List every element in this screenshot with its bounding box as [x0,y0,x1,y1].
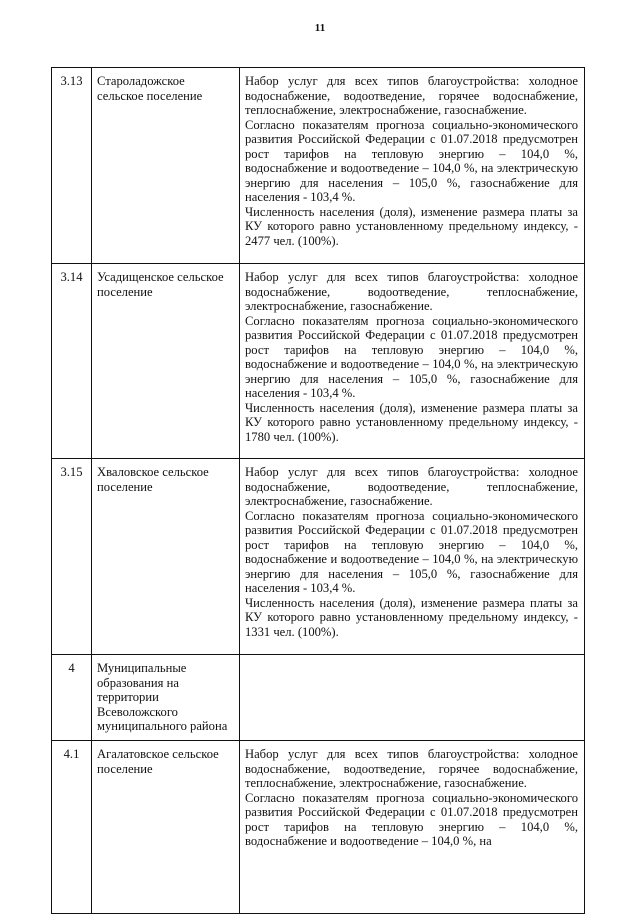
forecast-text: Согласно показателям прогноза социально-экономического развития Российской Федерации с 01.07.2018 предусмотрен рост тарифов на тепловую энергию – 104,0 %, водоснабжение и водоотведение – 104,0 %, на электрическую энергию для населения – 105,0 %, газоснабжение для населения - 103,4 %. [245,117,578,204]
population-text: Численность населения (доля), изменение размера платы за КУ которого равно установленному предельному индексу, - 2477 чел. (100%). [245,204,578,248]
forecast-text: Согласно показателям прогноза социально-экономического развития Российской Федерации с 01.07.2018 предусмотрен рост тарифов на тепловую энергию – 104,0 %, водоснабжение и водоотведение – 104,0 %, на [245,790,578,848]
municipality-name: Хваловское сельское поселение [92,459,240,655]
services-text: Набор услуг для всех типов благоустройства: холодное водоснабжение, водоотведение, теплоснабжение, электроснабжение, газоснабжение. [245,270,578,313]
population-text: Численность населения (доля), изменение размера платы за КУ которого равно установленному предельному индексу, - 1331 чел. (100%). [245,595,578,639]
page-number: 11 [314,22,326,34]
table-row [52,741,585,914]
forecast-text: Согласно показателям прогноза социально-экономического развития Российской Федерации с 01.07.2018 предусмотрен рост тарифов на тепловую энергию – 104,0 %, водоснабжение и водоотведение – 104,0 %, на электрическую энергию для населения – 105,0 %, газоснабжение для населения - 103,4 %. [245,508,578,595]
row-description [240,264,585,459]
population-text: Численность населения (доля), изменение размера платы за КУ которого равно установленному предельному индексу, - 1780 чел. (100%). [245,400,578,444]
row-number: 3.15 [52,459,92,655]
row-number: 3.14 [52,264,92,459]
tariff-table [51,67,585,914]
row-number: 4.1 [52,741,92,914]
row-description [240,459,585,655]
district-heading: Муниципальные образования на территории Всеволожского муниципального района [92,655,240,741]
table-row [52,264,585,459]
empty-cell [240,655,585,741]
row-number: 3.13 [52,68,92,264]
services-text: Набор услуг для всех типов благоустройства: холодное водоснабжение, водоотведение, горячее водоснабжение, теплоснабжение, электроснабжение, газоснабжение. [245,747,578,790]
table-row [52,68,585,264]
municipality-name: Усадищенское сельское поселение [92,264,240,459]
row-number: 4 [52,655,92,741]
row-description [240,68,585,264]
municipality-name: Агалатовское сельское поселение [92,741,240,914]
forecast-text: Согласно показателям прогноза социально-экономического развития Российской Федерации с 01.07.2018 предусмотрен рост тарифов на тепловую энергию – 104,0 %, водоснабжение и водоотведение – 104,0 %, на электрическую энергию для населения – 105,0 %, газоснабжение для населения - 103,4 %. [245,313,578,400]
services-text: Набор услуг для всех типов благоустройства: холодное водоснабжение, водоотведение, теплоснабжение, электроснабжение, газоснабжение. [245,465,578,508]
table-row [52,459,585,655]
services-text: Набор услуг для всех типов благоустройства: холодное водоснабжение, водоотведение, горячее водоснабжение, теплоснабжение, электроснабжение, газоснабжение. [245,74,578,117]
row-description [240,741,585,914]
municipality-name: Староладожское сельское поселение [92,68,240,264]
table-row [52,655,585,741]
